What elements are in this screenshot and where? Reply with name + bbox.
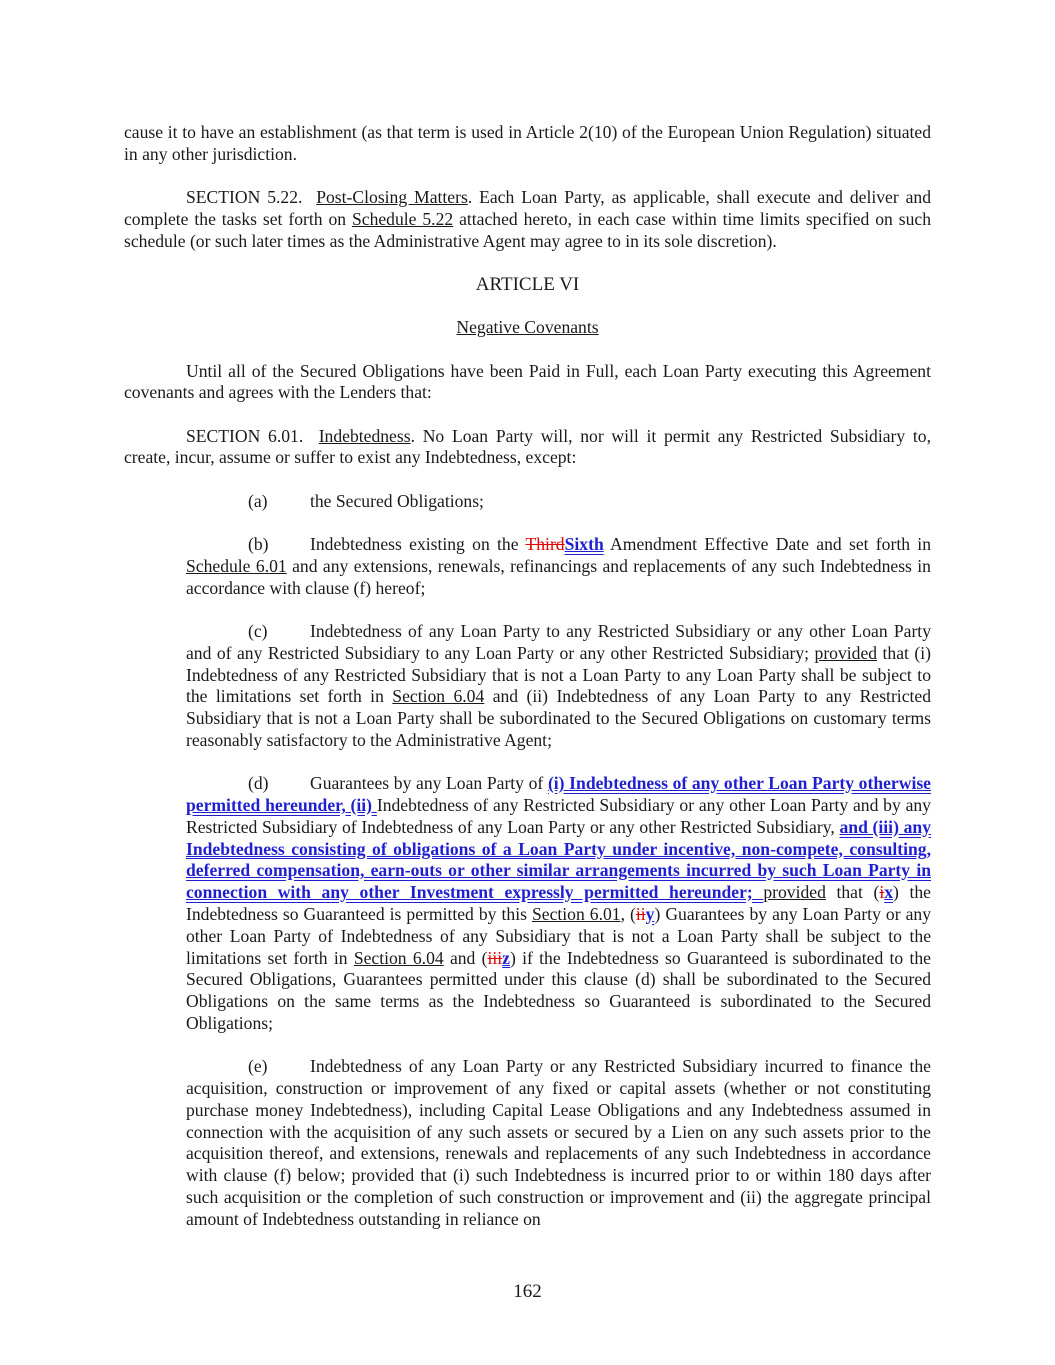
schedule-6-01-ref: Schedule 6.01: [186, 555, 287, 576]
clause-b: (b) Indebtedness existing on the ThirdSixth Amendment Effective Date and set forth in Schedule 6.01 and any extensions, renewals, refinancings and replacements of any such Indebtedness in accordance with clause (f) hereof;: [186, 534, 931, 598]
section-5-22: SECTION 5.22. Post-Closing Matters. Each Loan Party, as applicable, shall execute and deliver and complete the tasks set forth on Schedule 5.22 attached hereto, in each case within time limits specified on such schedule (or such later times as the Administrative Agent may agree to in its sole discretion).: [124, 187, 931, 251]
article-title: Negative Covenants: [456, 317, 599, 338]
clause-a: (a) the Secured Obligations;: [248, 490, 484, 511]
deleted-text: Third: [525, 534, 565, 555]
inserted-text: (i) Indebtedness of any other Loan Party otherwise permitted hereunder, (ii): [186, 773, 931, 816]
inserted-text: z: [502, 947, 510, 968]
inserted-text: Sixth: [564, 534, 604, 555]
inserted-text: y: [645, 904, 655, 925]
section-5-22-title: Post-Closing Matters: [316, 187, 468, 208]
inserted-text: x: [884, 882, 894, 903]
page-number: 162: [513, 1281, 542, 1302]
article-heading: ARTICLE VI: [475, 273, 580, 295]
inserted-text: and (iii) any Indebtedness consisting of obligations of a Loan Party under incentive, non-compete, consulting, deferred compensation, earn-outs or other similar arrangements incurred by such Loan Party in connection with any other Investment expressly permitted hereunder;: [186, 816, 931, 903]
schedule-5-22-ref: Schedule 5.22: [351, 208, 454, 229]
document-body: [124, 122, 931, 1231]
section-6-04-ref: Section 6.04: [392, 686, 485, 707]
section-6-01-ref: Section 6.01: [531, 904, 621, 925]
deleted-text: ii: [635, 904, 646, 925]
deleted-text: iii: [487, 947, 503, 968]
intro-paragraph: cause it to have an establishment (as that term is used in Article 2(10) of the European Union Regulation) situated in any other jurisdiction.: [124, 122, 931, 164]
clause-e: (e) Indebtedness of any Loan Party or any Restricted Subsidiary incurred to finance the acquisition, construction or improvement of any fixed or capital assets (whether or not constituting purchase money Indebtedness), including Capital Lease Obligations and any Indebtedness assumed in connection with the acquisition of any such assets or secured by a Lien on any such assets prior to the acquisition thereof, and extensions, renewals and replacements of any such Indebtedness in accordance with clause (f) below; provided that (i) such Indebtedness is incurred prior to or within 180 days after such acquisition or the completion of such construction or improvement and (ii) the aggregate principal amount of Indebtedness outstanding in reliance on: [186, 1056, 931, 1229]
clause-d: (d) Guarantees by any Loan Party of (i) Indebtedness of any other Loan Party otherwise permitted hereunder, (ii) Indebtedness of any Restricted Subsidiary or any other Loan Party and by any Restricted Subsidiary of Indebtedness of any Loan Party or any other Restricted Subsidiary, and (iii) any Indebtedness consisting of obligations of a Loan Party under incentive, non-compete, consulting, deferred compensation, earn-outs or other similar arrangements incurred by such Loan Party in connection with any other Investment expressly permitted hereunder; provided that (ix) the Indebtedness so Guaranteed is permitted by this Section 6.01, (iiy) Guarantees by any Loan Party or any other Loan Party of Indebtedness of any Subsidiary that is not a Loan Party shall be subject to the limitations set forth in Section 6.04 and (iiiz) if the Indebtedness so Guaranteed is subordinated to the Secured Obligations, Guarantees permitted under this clause (d) shall be subordinated to the Secured Obligations on the same terms as the Indebtedness so Guaranteed is subordinated to the Secured Obligations;: [186, 773, 931, 1033]
deleted-text: i: [879, 882, 885, 903]
clause-c: (c) Indebtedness of any Loan Party to any Restricted Subsidiary or any other Loan Party and of any Restricted Subsidiary to any Loan Party or any other Restricted Subsidiary; provided that (i) Indebtedness of any Restricted Subsidiary that is not a Loan Party to any Loan Party shall be subject to the limitations set forth in Section 6.04 and (ii) Indebtedness of any Loan Party to any Restricted Subsidiary that is not a Loan Party shall be subordinated to the Secured Obligations on customary terms reasonably satisfactory to the Administrative Agent;: [186, 620, 931, 750]
until-paragraph: Until all of the Secured Obligations have been Paid in Full, each Loan Party executing this Agreement covenants and agrees with the Lenders that:: [124, 360, 931, 403]
section-6-01-title: Indebtedness: [318, 425, 411, 446]
section-6-01: SECTION 6.01. Indebtedness. No Loan Party will, nor will it permit any Restricted Subsidiary to, create, incur, assume or suffer to exist any Indebtedness, except:: [124, 425, 932, 468]
section-6-04-ref: Section 6.04: [353, 947, 444, 968]
